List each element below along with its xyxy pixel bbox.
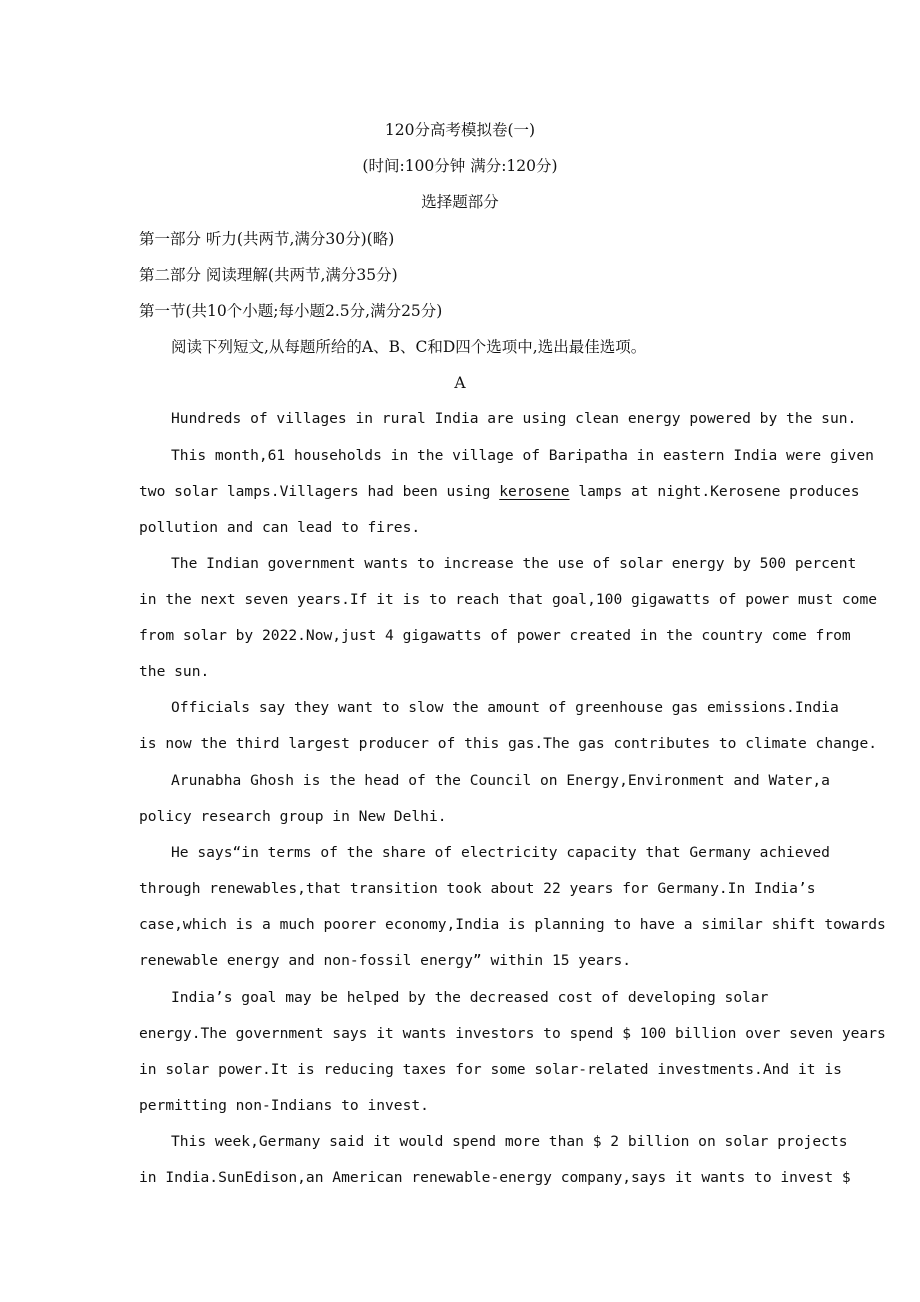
passage-line: Hundreds of villages in rural India are using clean energy powered by the sun. bbox=[171, 410, 857, 427]
passage-line: India’s goal may be helped by the decreased cost of developing solar bbox=[171, 989, 769, 1006]
passage-line: is now the third largest producer of this gas.The gas contributes to climate change. bbox=[139, 735, 878, 752]
passage-text: two solar lamps.Villagers had been using bbox=[139, 483, 500, 500]
passage-line: through renewables,that transition took about 22 years for Germany.In India’s bbox=[139, 880, 816, 897]
passage-line: policy research group in New Delhi. bbox=[139, 808, 447, 825]
passage-line: This week,Germany said it would spend more than $ 2 billion on solar projects bbox=[171, 1133, 848, 1150]
section-heading: 选择题部分 bbox=[421, 193, 499, 211]
passage-text: lamps at night.Kerosene produces bbox=[569, 483, 860, 500]
passage-line: in India.SunEdison,an American renewable-energy company,says it wants to invest $ bbox=[139, 1169, 851, 1186]
passage-line: from solar by 2022.Now,just 4 gigawatts of power created in the country come from bbox=[139, 627, 851, 644]
passage-line: permitting non-Indians to invest. bbox=[139, 1097, 429, 1114]
passage-line: This month,61 households in the village of Baripatha in eastern India were given bbox=[171, 447, 874, 464]
part2-heading: 第二部分 阅读理解(共两节,满分35分) bbox=[139, 266, 398, 284]
passage-line: case,which is a much poorer economy,India is planning to have a similar shift towards bbox=[139, 916, 886, 933]
passage-line: in the next seven years.If it is to reach that goal,100 gigawatts of power must come bbox=[139, 591, 878, 608]
subsection1-heading: 第一节(共10个小题;每小题2.5分,满分25分) bbox=[139, 302, 443, 320]
passage-line: pollution and can lead to fires. bbox=[139, 519, 421, 536]
passage-line bbox=[139, 482, 860, 502]
passage-line: Arunabha Ghosh is the head of the Council on Energy,Environment and Water,a bbox=[171, 772, 830, 789]
exam-title: 120分高考模拟卷(一) bbox=[384, 121, 536, 139]
passage-line: in solar power.It is reducing taxes for some solar-related investments.And it is bbox=[139, 1061, 842, 1078]
exam-time-score: (时间:100分钟 满分:120分) bbox=[362, 157, 558, 175]
passage-label: A bbox=[454, 374, 466, 392]
part1-heading: 第一部分 听力(共两节,满分30分)(略) bbox=[139, 230, 395, 248]
passage-line: energy.The government says it wants investors to spend $ 100 billion over seven years bbox=[139, 1025, 886, 1042]
passage-line: The Indian government wants to increase the use of solar energy by 500 percent bbox=[171, 555, 857, 572]
passage-line: He says“in terms of the share of electricity capacity that Germany achieved bbox=[171, 844, 830, 861]
reading-instruction: 阅读下列短文,从每题所给的A、B、C和D四个选项中,选出最佳选项。 bbox=[171, 338, 647, 356]
underlined-word: kerosene bbox=[499, 483, 570, 500]
passage-line: Officials say they want to slow the amount of greenhouse gas emissions.India bbox=[171, 699, 839, 716]
passage-line: renewable energy and non-fossil energy” within 15 years. bbox=[139, 952, 632, 969]
passage-line: the sun. bbox=[139, 663, 210, 680]
